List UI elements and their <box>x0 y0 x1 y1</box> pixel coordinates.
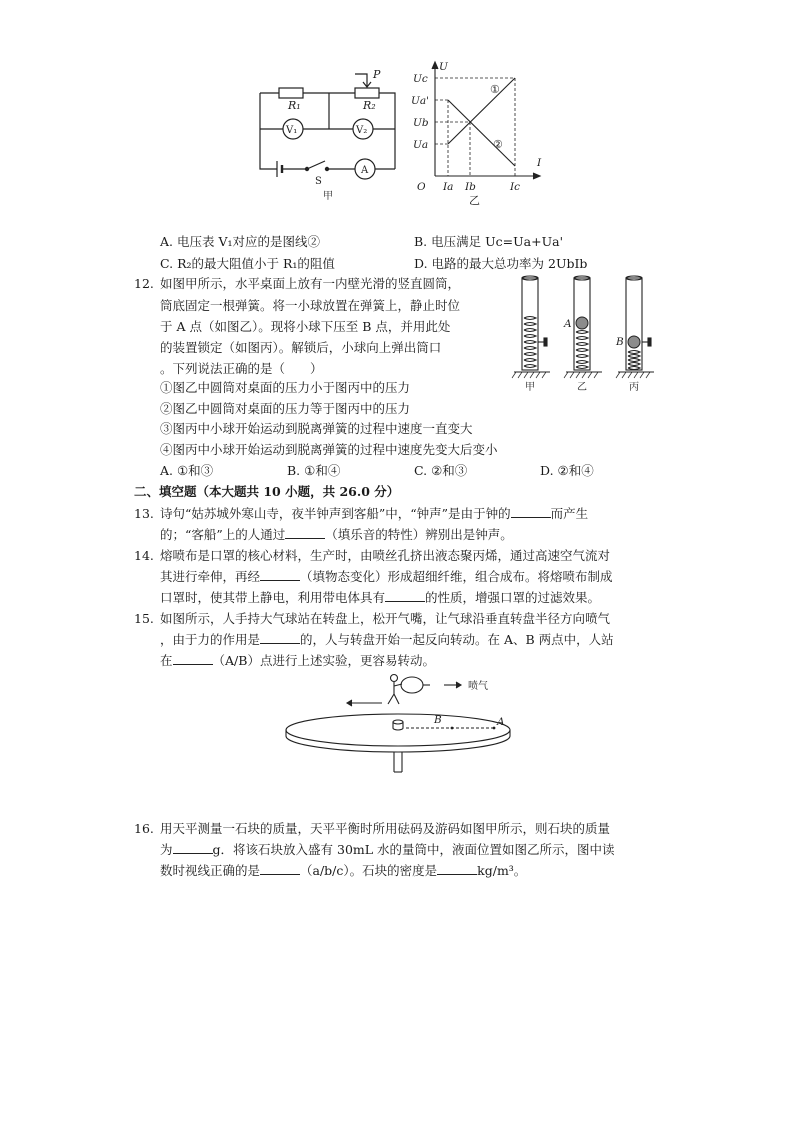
svg-text:喷气 <box>468 679 488 692</box>
q16-blank-1[interactable] <box>173 841 213 854</box>
q12-option-c: C. ②和③ <box>414 463 468 478</box>
q12-line-2: 筒底固定一根弹簧。将一小球放置在弹簧上，静止时位 <box>160 298 461 313</box>
svg-text:Ub <box>413 117 429 129</box>
q14-text-2b: （填物态变化）形成超细纤维，组合成布。将熔喷布制成 <box>300 569 613 584</box>
i-axis-label: I <box>537 157 542 169</box>
svg-text:Uc <box>413 73 428 85</box>
q16-number: 16. <box>134 821 154 836</box>
svg-text:O <box>417 181 426 193</box>
q14-line-1: 熔喷布是口罩的核心材料，生产时，由喷丝孔挤出液态聚丙烯，通过高速空气流对 <box>160 548 611 563</box>
q16-text-3c: kg/m³。 <box>477 863 527 878</box>
q12-statement-2: ②图乙中圆筒对桌面的压力等于图丙中的压力 <box>160 401 411 416</box>
svg-text:甲 <box>323 190 333 201</box>
q12-option-d: D. ②和④ <box>540 463 594 478</box>
ia-tick: Ia <box>443 181 454 193</box>
q16-text-3b: （a/b/c）。石块的密度是 <box>300 863 438 878</box>
v2-label: V₂ <box>356 125 368 136</box>
line2-label: ② <box>493 138 503 151</box>
q11-option-a: A. 电压表 V₁对应的是图线② <box>160 234 320 249</box>
q14-blank-1[interactable] <box>260 568 300 581</box>
circuit-diagram <box>255 66 405 201</box>
q11-option-b: B. 电压满足 Uc=Ua+Ua' <box>414 234 563 249</box>
q11-option-d: D. 电路的最大总功率为 2UbIb <box>414 256 588 271</box>
turntable-figure <box>282 670 522 778</box>
ic-tick: Ic <box>510 181 521 193</box>
svg-text:V₁ <box>285 125 297 136</box>
svg-text:R₂ <box>362 99 376 112</box>
q12-line-3: 于 A 点（如图乙）。现将小球下压至 B 点，并用此处 <box>160 319 451 334</box>
q15-blank-2[interactable] <box>173 652 213 665</box>
q13-text-1b: 而产生 <box>550 506 589 521</box>
ub-tick: Ub <box>413 117 429 129</box>
cylinder-caption-2: 乙 <box>577 382 587 393</box>
q14-number: 14. <box>134 548 154 563</box>
circuit-caption: 甲 <box>323 191 333 201</box>
svg-text:U <box>439 61 449 73</box>
section-heading: 二、填空题（本大题共 10 小题，共 26.0 分） <box>134 484 400 499</box>
q13-blank-2[interactable] <box>285 526 325 539</box>
u-axis-label: U <box>439 61 448 73</box>
q12-line-1: 如图甲所示，水平桌面上放有一内壁光滑的竖直圆筒， <box>160 276 461 291</box>
uc-tick: Uc <box>413 73 428 85</box>
svg-text:A <box>496 716 505 728</box>
q16-text-3a: 数时视线正确的是 <box>160 863 261 878</box>
svg-text:P <box>372 68 381 81</box>
a-label: A <box>361 165 369 176</box>
q14-text-3a: 口罩时，使其带上静电，利用带电体具有 <box>160 590 386 605</box>
q13-text-1a: 诗句“姑苏城外寒山寺，夜半钟声到客船”中，“钟声”是由于钟的 <box>160 506 511 521</box>
point-b-label: B <box>434 714 442 726</box>
ua-tick: Ua <box>413 139 429 151</box>
q15-text-2b: 的，人与转盘开始一起反向转动。在 A、B 两点中，人站 <box>300 632 614 647</box>
q13-line-2 <box>160 525 513 545</box>
q15-line-1: 如图所示，人手持大气球站在转盘上，松开气嘴，让气球沿垂直转盘半径方向喷气 <box>160 611 611 626</box>
svg-text:B <box>433 714 442 726</box>
q15-number: 15. <box>134 611 154 626</box>
q15-text-3a: 在 <box>160 653 173 668</box>
q16-blank-2[interactable] <box>260 862 300 875</box>
svg-text:R₁ <box>287 99 301 112</box>
svg-text:I <box>536 157 542 169</box>
q16-line-1: 用天平测量一石块的质量，天平平衡时所用砝码及游码如图甲所示，则石块的质量 <box>160 821 611 836</box>
point-a-label: A <box>497 716 505 728</box>
r2-label: R₂ <box>363 99 376 112</box>
svg-text:S <box>315 176 322 187</box>
svg-text:甲 <box>525 381 535 393</box>
svg-text:乙 <box>469 194 480 207</box>
q14-line-2 <box>160 567 613 587</box>
q16-text-2b: g．将该石块放入盛有 30mL 水的量筒中，液面位置如图乙所示，图中读 <box>212 842 615 857</box>
spray-label: 喷气 <box>468 681 488 692</box>
cylinder-caption-3: 丙 <box>629 382 639 393</box>
q13-text-2b: （填乐音的特性）辨别出是钟声。 <box>325 527 513 542</box>
q15-text-2a: ，由于力的作用是 <box>160 632 261 647</box>
q12-line-4: 的装置锁定（如图丙）。解锁后，小球向上弹出筒口 <box>160 340 442 355</box>
point-b-label: B <box>616 336 624 348</box>
point-a-label: A <box>564 318 572 330</box>
ua-prime-tick: Ua' <box>411 95 429 107</box>
svg-text:B <box>615 336 624 348</box>
q15-text-3b: （A/B）点进行上述实验，更容易转动。 <box>212 653 435 668</box>
svg-text:① <box>490 83 500 96</box>
q15-line-2 <box>160 630 614 650</box>
svg-text:A <box>563 318 572 330</box>
q16-blank-3[interactable] <box>437 862 477 875</box>
svg-text:Ia <box>442 181 453 193</box>
svg-text:丙 <box>629 381 639 393</box>
v1-label: V₁ <box>286 125 298 136</box>
q14-text-3b: 的性质，增强口罩的过滤效果。 <box>425 590 601 605</box>
svg-text:Ib <box>464 181 476 193</box>
line1-label: ① <box>490 83 500 96</box>
q16-line-3 <box>160 861 526 881</box>
cylinder-caption-1: 甲 <box>525 382 535 393</box>
q12-option-b: B. ①和④ <box>287 463 341 478</box>
svg-text:乙 <box>577 381 587 393</box>
svg-text:V₂ <box>355 125 367 136</box>
q14-blank-2[interactable] <box>385 589 425 602</box>
q13-line-1 <box>160 504 588 524</box>
q12-line-5: 。下列说法正确的是（ ） <box>160 361 323 376</box>
q12-statement-1: ①图乙中圆筒对桌面的压力小于图丙中的压力 <box>160 380 411 395</box>
r1-label: R₁ <box>288 99 301 112</box>
origin-label: O <box>417 181 426 193</box>
q11-option-c: C. R₂的最大阻值小于 R₁的阻值 <box>160 256 335 271</box>
svg-text:Ua' <box>411 95 429 107</box>
s-label: S <box>315 176 322 187</box>
q15-line-3 <box>160 651 435 671</box>
ui-graph <box>405 58 545 208</box>
q16-line-2 <box>160 840 615 860</box>
ib-tick: Ib <box>465 181 476 193</box>
q12-option-a: A. ①和③ <box>160 463 214 478</box>
q13-blank-1[interactable] <box>511 505 551 518</box>
q15-blank-1[interactable] <box>260 631 300 644</box>
svg-text:Ic <box>509 181 520 193</box>
q13-text-2a: 的；“客船”上的人通过 <box>160 527 286 542</box>
graph-caption: 乙 <box>469 194 480 207</box>
svg-text:Ua <box>413 139 428 151</box>
q14-text-2a: 其进行牵伸，再经 <box>160 569 261 584</box>
svg-text:A <box>360 165 369 176</box>
svg-text:② <box>493 138 503 151</box>
q16-text-2a: 为 <box>160 842 173 857</box>
q14-line-3 <box>160 588 600 608</box>
q13-number: 13. <box>134 506 154 521</box>
spring-cylinders-figure <box>508 272 658 397</box>
q12-statement-3: ③图丙中小球开始运动到脱离弹簧的过程中速度一直变大 <box>160 421 473 436</box>
p-label: P <box>373 68 381 81</box>
q12-statement-4: ④图丙中小球开始运动到脱离弹簧的过程中速度先变大后变小 <box>160 442 498 457</box>
q12-number: 12. <box>134 276 154 291</box>
